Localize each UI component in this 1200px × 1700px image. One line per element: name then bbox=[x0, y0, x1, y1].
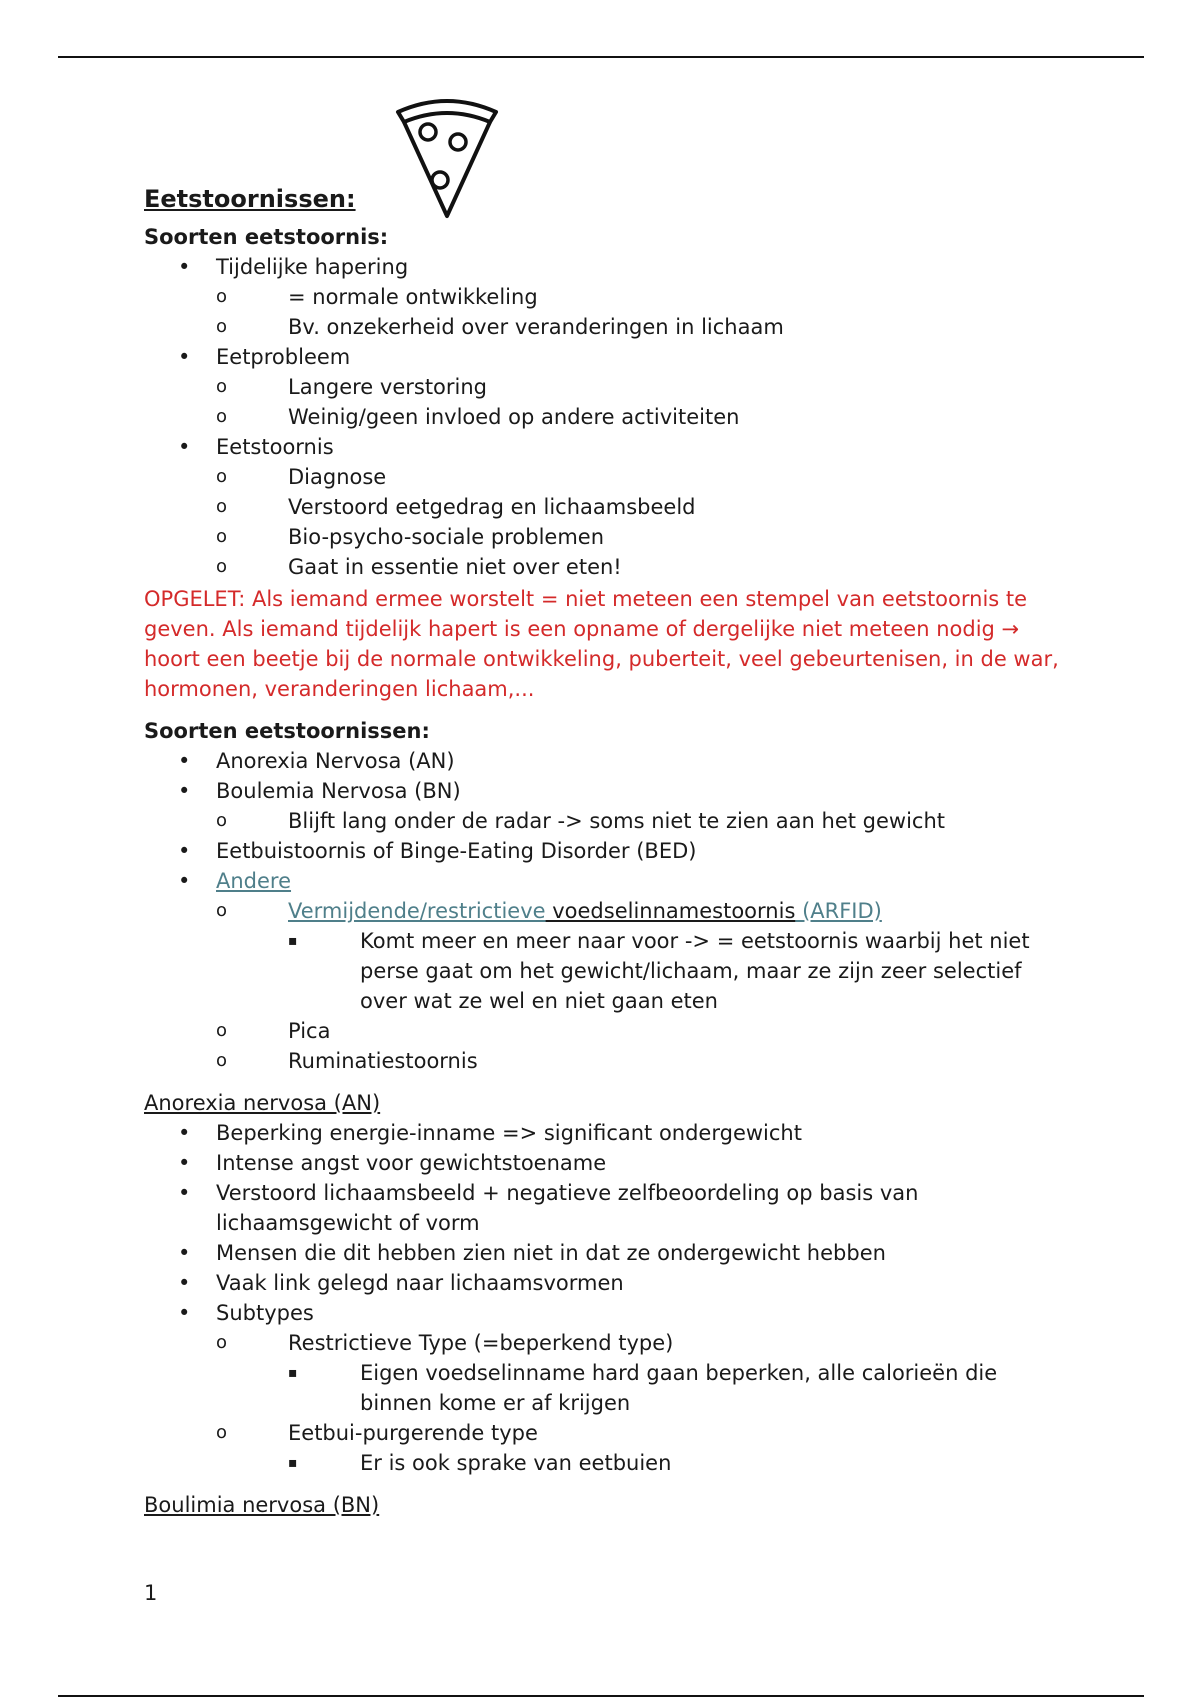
list-item: ▪ Eigen voedselinname hard gaan beperken, alle calorieën die binnen kome er af krijgen bbox=[288, 1358, 1064, 1418]
list-item-label: Eetbui-purgerende type bbox=[288, 1421, 538, 1445]
list-item: • Verstoord lichaamsbeeld + negatieve zelfbeoordeling op basis van lichaamsgewicht of vorm bbox=[144, 1178, 1064, 1238]
list-item bbox=[144, 252, 1064, 342]
list-item-label: Boulemia Nervosa (BN) bbox=[216, 779, 461, 803]
list-item: • Vaak link gelegd naar lichaamsvormen bbox=[144, 1268, 1064, 1298]
document-body bbox=[144, 182, 1064, 1520]
arfid-link[interactable]: Vermijdende/restrictieve bbox=[288, 899, 546, 923]
list-item: o = normale ontwikkeling bbox=[216, 282, 1064, 312]
anorexia-list bbox=[144, 1118, 1064, 1478]
list-item: o Blijft lang onder de radar -> soms niet te zien aan het gewicht bbox=[216, 806, 1064, 836]
arfid-abbrev-link[interactable]: (ARFID) bbox=[795, 899, 882, 923]
section-heading-anorexia: Anorexia nervosa (AN) bbox=[144, 1091, 381, 1115]
list-item: o Bio-psycho-sociale problemen bbox=[216, 522, 1064, 552]
list-item bbox=[144, 1298, 1064, 1478]
list-item: • Intense angst voor gewichtstoename bbox=[144, 1148, 1064, 1178]
list-item: o Gaat in essentie niet over eten! bbox=[216, 552, 1064, 582]
list-item: • Eetbuistoornis of Binge-Eating Disorder (BED) bbox=[144, 836, 1064, 866]
list-item: o Verstoord eetgedrag en lichaamsbeeld bbox=[216, 492, 1064, 522]
list-item-label: Restrictieve Type (=beperkend type) bbox=[288, 1331, 674, 1355]
list-item bbox=[144, 776, 1064, 836]
page-title: Eetstoornissen: bbox=[144, 185, 356, 213]
list-item: • Beperking energie-inname => significant ondergewicht bbox=[144, 1118, 1064, 1148]
header-rule bbox=[58, 56, 1144, 58]
list-item-label: Tijdelijke hapering bbox=[216, 255, 409, 279]
list-item bbox=[216, 1418, 1064, 1478]
list-item: o Langere verstoring bbox=[216, 372, 1064, 402]
disorders-list bbox=[144, 746, 1064, 1076]
list-item bbox=[216, 896, 1064, 1016]
types-list bbox=[144, 252, 1064, 582]
footer-rule bbox=[58, 1695, 1144, 1697]
list-item: o Diagnose bbox=[216, 462, 1064, 492]
list-item: ▪ Er is ook sprake van eetbuien bbox=[288, 1448, 1064, 1478]
list-item: o Bv. onzekerheid over veranderingen in lichaam bbox=[216, 312, 1064, 342]
page-number: 1 bbox=[144, 1581, 158, 1605]
list-item: o Pica bbox=[216, 1016, 1064, 1046]
list-item-label: Eetstoornis bbox=[216, 435, 334, 459]
section-heading-types: Soorten eetstoornis: bbox=[144, 225, 389, 249]
list-item-label: Eetprobleem bbox=[216, 345, 351, 369]
warning-note: OPGELET: Als iemand ermee worstelt = niet meteen een stempel van eetstoornis te geven. Als iemand tijdelijk hapert is een opname of dergelijke niet meteen nodig → hoort een beetje bij de normale ontwikkeling, puberteit, veel gebeurtenisen, in de war, hormonen, veranderingen lichaam,... bbox=[144, 587, 1059, 701]
list-item: ▪ Komt meer en meer naar voor -> = eetstoornis waarbij het niet perse gaat om het gewicht/lichaam, maar ze zijn zeer selectief over wat ze wel en niet gaan eten bbox=[288, 926, 1064, 1016]
list-item bbox=[216, 1328, 1064, 1418]
section-heading-disorders: Soorten eetstoornissen: bbox=[144, 719, 430, 743]
list-item: • Anorexia Nervosa (AN) bbox=[144, 746, 1064, 776]
list-item-label: Subtypes bbox=[216, 1301, 314, 1325]
list-item bbox=[144, 432, 1064, 582]
list-item bbox=[144, 866, 1064, 1076]
list-item: • Mensen die dit hebben zien niet in dat ze ondergewicht hebben bbox=[144, 1238, 1064, 1268]
section-heading-bulimia: Boulimia nervosa (BN) bbox=[144, 1493, 380, 1517]
andere-link[interactable]: Andere bbox=[216, 869, 292, 893]
list-item: o Weinig/geen invloed op andere activiteiten bbox=[216, 402, 1064, 432]
list-item bbox=[144, 342, 1064, 432]
list-item: o Ruminatiestoornis bbox=[216, 1046, 1064, 1076]
arfid-text: voedselinnamestoornis bbox=[545, 899, 796, 923]
